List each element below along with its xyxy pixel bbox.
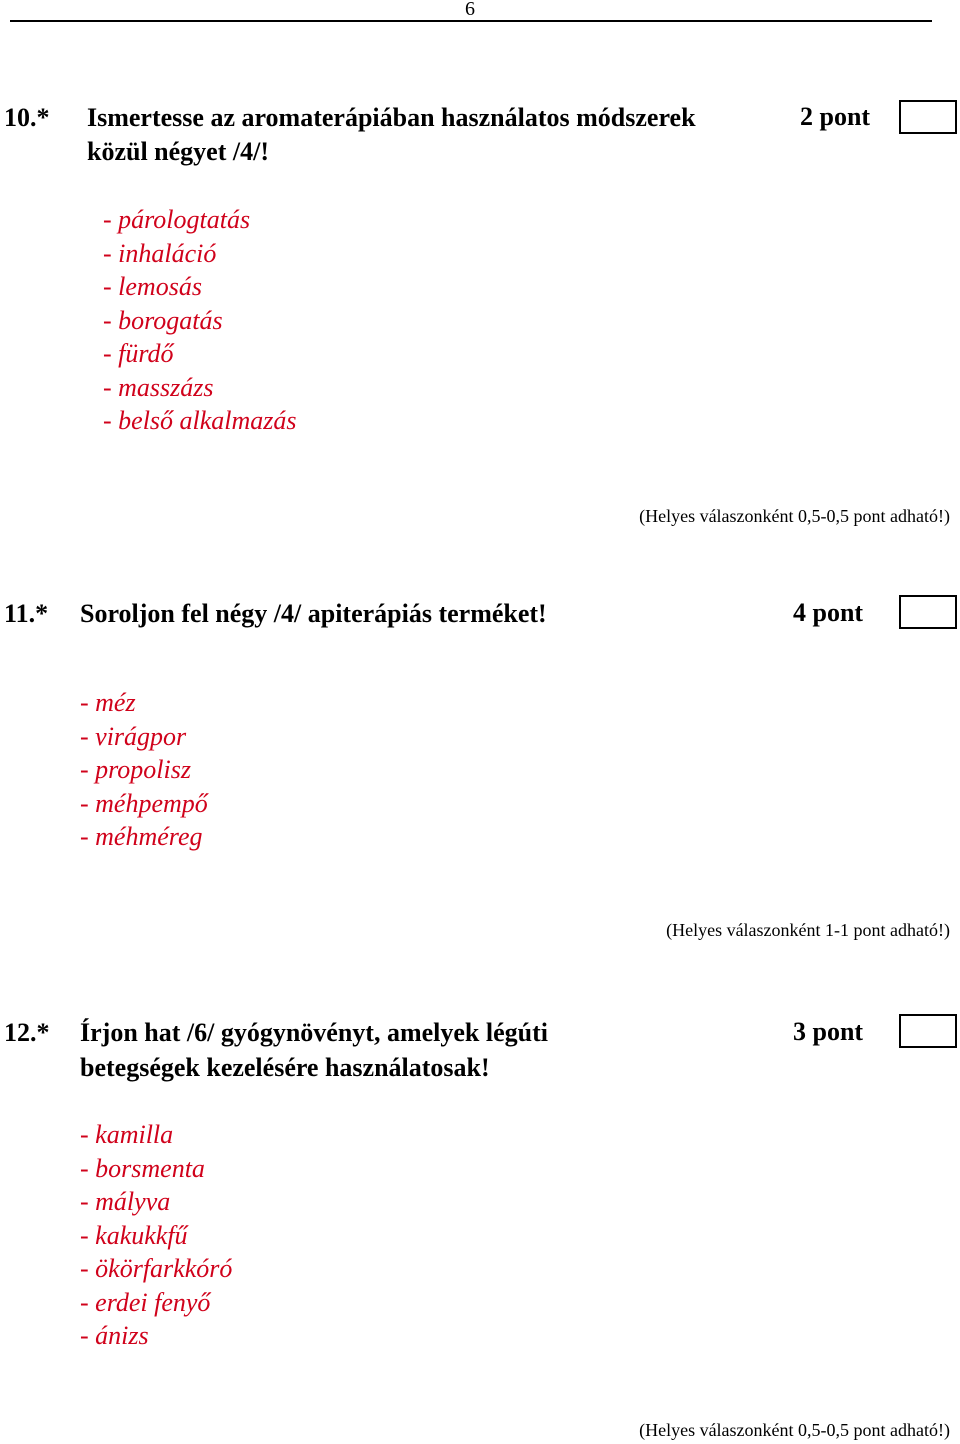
answer-item: - kamilla xyxy=(80,1120,174,1149)
answer-item: - borogatás xyxy=(103,305,223,335)
question-12-number: 12.* xyxy=(4,1018,50,1047)
answer-item: - lemosás xyxy=(103,272,202,301)
question-10-text-line-2: közül négyet /4/! xyxy=(87,137,269,166)
answer-item: - virágpor xyxy=(80,721,187,751)
question-12-text-line-2: betegségek kezelésére használatosak! xyxy=(80,1053,490,1082)
answer-item: - kakukkfű xyxy=(80,1220,188,1250)
answer-item: - fürdő xyxy=(103,339,174,368)
answer-item: - mályva xyxy=(80,1187,171,1216)
answer-item: - ökörfarkkóró xyxy=(80,1254,233,1283)
header-rule xyxy=(10,20,932,22)
question-11-number: 11.* xyxy=(4,599,49,628)
question-11-text-line-1: Soroljon fel négy /4/ apiterápiás terméket! xyxy=(80,599,547,628)
question-10-number: 10.* xyxy=(4,103,50,132)
answer-item: - méhméreg xyxy=(80,822,203,851)
question-11-scoring-note: (Helyes válaszonként 1-1 pont adható!) xyxy=(666,920,950,940)
page-number: 6 xyxy=(465,0,475,20)
answer-item: - belső alkalmazás xyxy=(103,406,297,435)
answer-item: - propolisz xyxy=(80,755,191,784)
answer-item: - borsmenta xyxy=(80,1153,205,1183)
answer-item: - masszázs xyxy=(103,372,214,402)
question-12-answer-list xyxy=(80,1118,232,1353)
question-10-text-line-1: Ismertesse az aromaterápiában használatos módszerek xyxy=(87,103,696,132)
question-12-points: 3 pont xyxy=(793,1017,864,1046)
question-10-score-box[interactable] xyxy=(899,100,957,134)
answer-item: - méhpempő xyxy=(80,788,208,818)
question-11-answer-list xyxy=(80,686,208,854)
answer-item: - párologtatás xyxy=(103,205,251,234)
question-10-points: 2 pont xyxy=(800,102,871,131)
question-12-scoring-note: (Helyes válaszonként 0,5-0,5 pont adható!) xyxy=(639,1420,950,1440)
question-11-points: 4 pont xyxy=(793,598,864,627)
question-10-scoring-note: (Helyes válaszonként 0,5-0,5 pont adható!) xyxy=(639,506,950,526)
answer-item: - méz xyxy=(80,688,136,717)
answer-item: - inhaláció xyxy=(103,238,217,268)
question-12-text-line-1: Írjon hat /6/ gyógynövényt, amelyek légúti xyxy=(80,1018,548,1047)
question-10-answer-list xyxy=(103,203,297,438)
answer-item: - ánizs xyxy=(80,1321,149,1350)
answer-item: - erdei fenyő xyxy=(80,1287,211,1317)
question-11-score-box[interactable] xyxy=(899,595,957,629)
question-12-score-box[interactable] xyxy=(899,1014,957,1048)
